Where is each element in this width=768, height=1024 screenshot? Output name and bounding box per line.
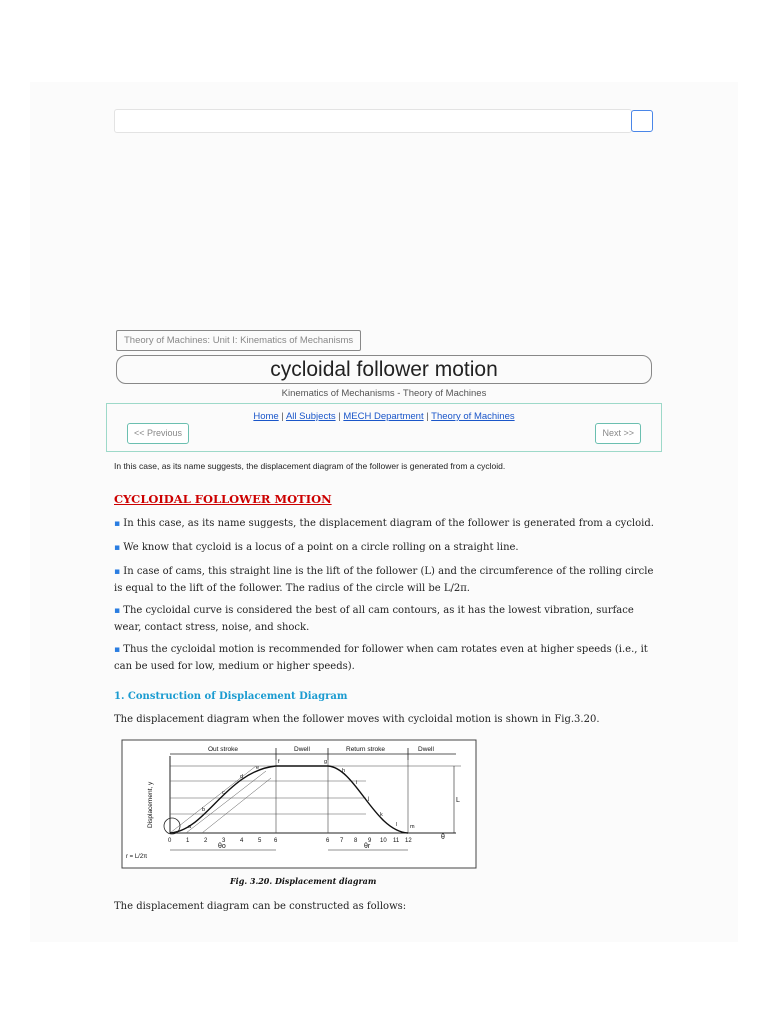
point-letter: g [324, 759, 328, 765]
bullet-item [114, 642, 654, 674]
point-letter: a [188, 824, 192, 830]
page-title: cycloidal follower motion [116, 355, 652, 384]
tick-label: 4 [240, 838, 244, 844]
point-letter: j [368, 796, 370, 802]
point-letter: f [278, 759, 280, 765]
bullet-text: The cycloidal curve is considered the best of all cam contours, as it has the lowest vibration, surface wear, contact stress, noise, and shock. [114, 605, 634, 633]
bullet-item [114, 516, 654, 533]
nav-link-home[interactable]: Home [253, 411, 279, 422]
sub-heading: 1. Construction of Displacement Diagram [114, 691, 348, 702]
point-letter: i [356, 780, 358, 786]
tick-label: 8 [354, 838, 358, 844]
after-figure-text: The displacement diagram can be constructed as follows: [114, 901, 407, 912]
bullet-item [114, 603, 654, 635]
bullet-marker: ▪ [114, 519, 121, 529]
tick-label: 0 [168, 838, 172, 844]
tick-label: 3 [222, 838, 226, 844]
nav-link-all-subjects[interactable]: All Subjects [285, 411, 336, 422]
bullet-item [114, 540, 654, 557]
previous-button[interactable]: << Previous [127, 423, 189, 444]
displacement-diagram-figure [116, 736, 482, 892]
point-letter: h [342, 768, 346, 774]
header-out-stroke: Out stroke [208, 746, 238, 753]
bullet-marker: ▪ [114, 645, 121, 655]
nav-link-theory-of-machines[interactable]: Theory of Machines [431, 411, 515, 422]
page-subtitle: Kinematics of Mechanisms - Theory of Machines [281, 388, 487, 399]
header-return-stroke: Return stroke [346, 746, 386, 753]
point-letter: e [256, 765, 260, 771]
tick-label: 1 [186, 838, 190, 844]
bullet-text: Thus the cycloidal motion is recommended for follower when cam rotates even at higher speeds (i.e., it can be used for low, medium or higher speeds). [114, 644, 648, 672]
point-letter: m [410, 824, 415, 830]
theta-label: θ [441, 834, 445, 841]
point-letter: d [240, 774, 244, 780]
tick-label: 11 [393, 838, 400, 844]
figure-caption: Fig. 3.20. Displacement diagram [230, 876, 377, 886]
point-letter: k [380, 812, 383, 818]
section-heading: CYCLOIDAL FOLLOWER MOTION [114, 492, 332, 506]
bullet-marker: ▪ [114, 567, 121, 577]
tick-label: 10 [380, 838, 387, 844]
tick-label: 5 [258, 838, 262, 844]
search-button[interactable] [631, 110, 653, 132]
tick-label: 9 [368, 838, 372, 844]
tick-label: 6 [326, 838, 330, 844]
radius-formula: r = L/2π [126, 854, 148, 860]
point-letter: b [202, 807, 206, 813]
intro-text: In this case, as its name suggests, the displacement diagram of the follower is generated from a cycloid. [114, 461, 506, 471]
bullet-item [114, 564, 654, 596]
breadcrumb-chip[interactable]: Theory of Machines: Unit I: Kinematics of Mechanisms [116, 330, 361, 351]
bullet-text: In case of cams, this straight line is the lift of the follower (L) and the circumference of the rolling circle is equal to the lift of the follower. The radius of the circle will be L/2π. [114, 566, 654, 594]
bullet-marker: ▪ [114, 543, 121, 553]
tick-label: 2 [204, 838, 208, 844]
nav-separator: | [278, 411, 286, 422]
theta-o-label: θo [218, 843, 226, 850]
next-button[interactable]: Next >> [595, 423, 641, 444]
bullet-marker: ▪ [114, 606, 121, 616]
header-dwell: Dwell [294, 746, 310, 753]
theta-r-label: θr [364, 843, 371, 850]
nav-link-mech-department[interactable]: MECH Department [343, 411, 424, 422]
nav-separator: | [335, 411, 344, 422]
nav-separator: | [423, 411, 432, 422]
point-letter: l [396, 822, 398, 828]
point-letter: c [222, 790, 225, 796]
bullet-text: We know that cycloid is a locus of a point on a circle rolling on a straight line. [123, 542, 519, 553]
figure-intro-text: The displacement diagram when the follower moves with cycloidal motion is shown in Fig.3.20. [114, 714, 600, 725]
nav-links [107, 411, 661, 422]
lift-label: L [456, 797, 460, 804]
navigation-box [106, 403, 662, 452]
y-axis-label: Displacement, y [147, 781, 154, 828]
bullet-text: In this case, as its name suggests, the displacement diagram of the follower is generated from a cycloid. [123, 518, 654, 529]
tick-label: 12 [405, 838, 412, 844]
header-dwell-2: Dwell [418, 746, 434, 753]
tick-label: 7 [340, 838, 344, 844]
search-input[interactable] [114, 109, 632, 133]
tick-label: 6 [274, 838, 278, 844]
